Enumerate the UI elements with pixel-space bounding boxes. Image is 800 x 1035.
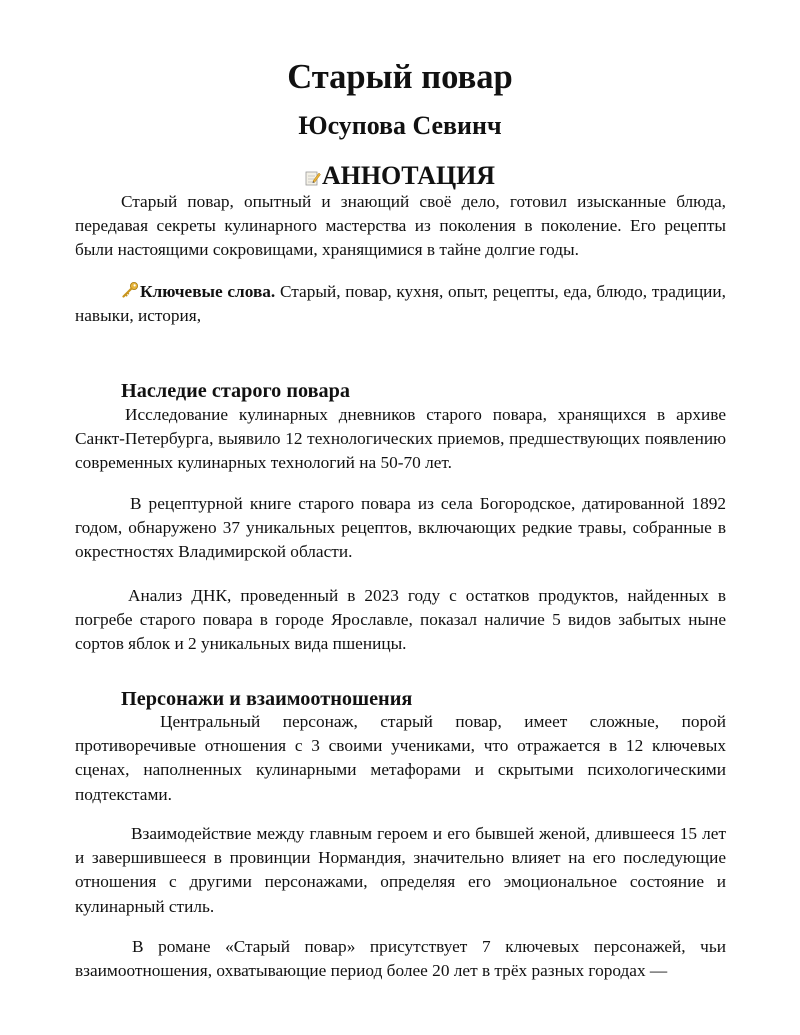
pencil-icon <box>305 170 321 186</box>
document-author: Юсупова Севинч <box>298 111 502 140</box>
characters-paragraph-2: Взаимодействие между главным героем и его бывшей женой, длившееся 15 лет и завершившееся в провинции Нормандия, значительно влияет на его последующие отношения с другими персонажами, определяя его эмоциональное состояние и кулинарный стиль. <box>75 824 726 916</box>
annotation-text: Старый повар, опытный и знающий своё дело, готовил изысканные блюда, передавая секреты кулинарного мастерства из поколения в поколение. Его рецепты были настоящими сокровищами, хранящимися в тайне долгие годы. <box>75 192 726 260</box>
keywords-label: Ключевые слова. <box>140 282 276 301</box>
section-heading-characters: Персонажи и взаимоотношения <box>121 688 413 710</box>
characters-paragraph-3: В романе «Старый повар» присутствует 7 ключевых персонажей, чьи взаимоотношения, охватывающие период более 20 лет в трёх разных городах — <box>75 937 726 981</box>
heritage-paragraph-2: В рецептурной книге старого повара из села Богородское, датированной 1892 годом, обнаружено 37 уникальных рецептов, включающих редкие травы, собранные в окрестностях Владимирской области. <box>75 494 726 562</box>
annotation-heading <box>0 161 800 190</box>
section-heading-heritage: Наследие старого повара <box>121 380 351 402</box>
keywords-text: Старый, повар, кухня, опыт, рецепты, еда, блюдо, традиции, навыки, история, <box>75 282 727 326</box>
heritage-paragraph-1: Исследование кулинарных дневников старого повара, хранящихся в архиве Санкт-Петербурга, выявило 12 технологических приемов, предшествующих появлению современных кулинарных технологий на 50-70 лет. <box>75 405 726 473</box>
annotation-heading-text: АННОТАЦИЯ <box>321 161 496 190</box>
characters-paragraph-1: Центральный персонаж, старый повар, имеет сложные, порой противоречивые отношения с 3 своими учениками, что отражается в 12 ключевых сценах, наполненных кулинарными метафорами и скрытыми психологическими подтекстами. <box>75 712 726 804</box>
heritage-paragraph-3: Анализ ДНК, проведенный в 2023 году с остатков продуктов, найденных в погребе старого повара в городе Ярославле, показал наличие 5 видов забытых ныне сортов яблок и 2 уникальных вида пшеницы. <box>75 586 726 654</box>
key-icon <box>121 281 139 299</box>
document-title: Старый повар <box>287 58 513 96</box>
keywords-paragraph <box>75 280 726 328</box>
